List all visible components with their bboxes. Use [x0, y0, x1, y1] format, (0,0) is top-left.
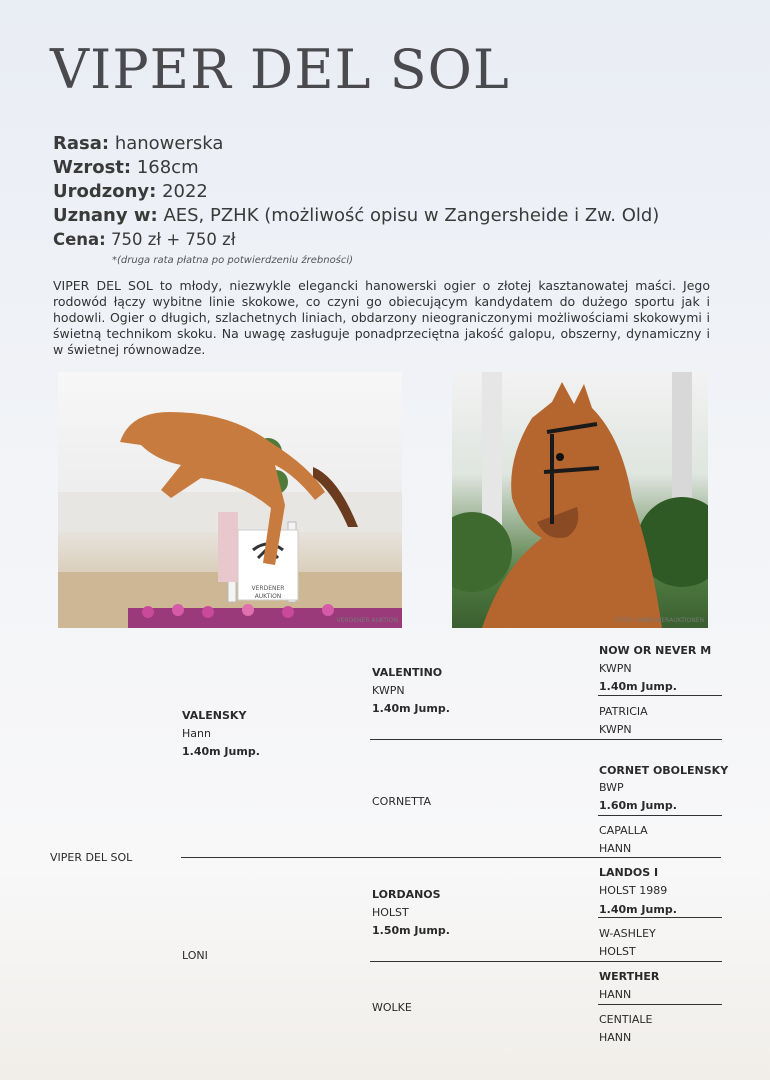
page-title: VIPER DEL SOL [50, 38, 510, 101]
sire-name: VALENSKY [182, 709, 247, 722]
height-label: Wzrost: [53, 157, 132, 178]
ddd-reg: HANN [599, 1031, 632, 1044]
pedigree-line-ss [598, 695, 722, 696]
born-label: Urodzony: [53, 181, 157, 202]
jumping-photo [58, 372, 402, 628]
ss-reg: KWPN [372, 684, 405, 697]
ds-reg: HOLST [372, 906, 409, 919]
sss-name: NOW OR NEVER M [599, 644, 712, 657]
pedigree-line-sd [598, 815, 722, 816]
price-line [53, 230, 236, 249]
pedigree-line-main [181, 857, 721, 858]
approved-line [53, 205, 659, 226]
pedigree-line-sire [370, 739, 722, 740]
jump-photo-credit: VERDENER AUKTION [336, 617, 398, 624]
sire-result: 1.40m Jump. [182, 745, 260, 758]
breed-label: Rasa: [53, 133, 110, 154]
ddd-name: CENTIALE [599, 1013, 653, 1026]
sire-reg: Hann [182, 727, 211, 740]
pedigree-horse: VIPER DEL SOL [50, 851, 133, 864]
dss-result: 1.40m Jump. [599, 903, 677, 916]
portrait-photo-credit: FOTO: HANNOVERAUKTIONEN [614, 617, 704, 624]
breed-value: hanowerska [114, 133, 224, 154]
price-value: 750 zł + 750 zł [111, 230, 236, 249]
ss-name: VALENTINO [372, 666, 443, 679]
dds-name: WERTHER [599, 970, 660, 983]
sss-reg: KWPN [599, 662, 632, 675]
price-label: Cena: [53, 230, 106, 249]
height-line [53, 157, 199, 178]
dds-reg: HANN [599, 988, 632, 1001]
jumping-horse-illustration [58, 372, 402, 628]
breed-line [53, 133, 223, 154]
horse-description: VIPER DEL SOL to młody, niezwykle elegancki hanowerski ogier o złotej kasztanowatej maści. Jego rodowód łączy wybitne linie skokowe, co czyni go obiecującym kandydatem do dużego sportu jak i hodowli. Ogier o długich, szlachetnych liniach, obdarzony nieograniczonymi możliwościami skokowymi i świetną technikom skoku. Na uwagę zasługuje ponadprzeciętna jakość galopu, obszerny, dynamiczny i w świetnej równowadze. [53, 278, 710, 357]
price-note: *(druga rata płatna po potwierdzeniu źrebności) [112, 255, 354, 266]
dsd-reg: HOLST [599, 945, 636, 958]
approved-value: AES, PZHK (możliwość opisu w Zangersheide i Zw. Old) [163, 205, 660, 226]
sds-reg: BWP [599, 781, 624, 794]
sdd-reg: HANN [599, 842, 632, 855]
ssd-name: PATRICIA [599, 705, 648, 718]
pedigree-line-dam [370, 961, 722, 962]
ds-result: 1.50m Jump. [372, 924, 450, 937]
born-line [53, 181, 208, 202]
height-value: 168cm [136, 157, 199, 178]
sd-name: CORNETTA [372, 795, 432, 808]
sdd-name: CAPALLA [599, 824, 648, 837]
ds-name: LORDANOS [372, 888, 441, 901]
ssd-reg: KWPN [599, 723, 632, 736]
dsd-name: W-ASHLEY [599, 927, 656, 940]
pedigree-line-ds [598, 917, 722, 918]
approved-label: Uznany w: [53, 205, 158, 226]
born-value: 2022 [162, 181, 208, 202]
sss-result: 1.40m Jump. [599, 680, 677, 693]
sds-result: 1.60m Jump. [599, 799, 677, 812]
pedigree-line-dd [598, 1004, 722, 1005]
dss-name: LANDOS I [599, 866, 659, 879]
svg-text:AUKTION: AUKTION [254, 593, 282, 600]
dss-reg: HOLST 1989 [599, 884, 668, 897]
dam-name: LONI [182, 949, 208, 962]
dd-name: WOLKE [372, 1001, 412, 1014]
svg-text:VERDENER: VERDENER [251, 585, 285, 592]
sds-name: CORNET OBOLENSKY [599, 764, 729, 777]
ss-result: 1.40m Jump. [372, 702, 450, 715]
horse-portrait-illustration [452, 372, 708, 628]
portrait-photo [452, 372, 708, 628]
